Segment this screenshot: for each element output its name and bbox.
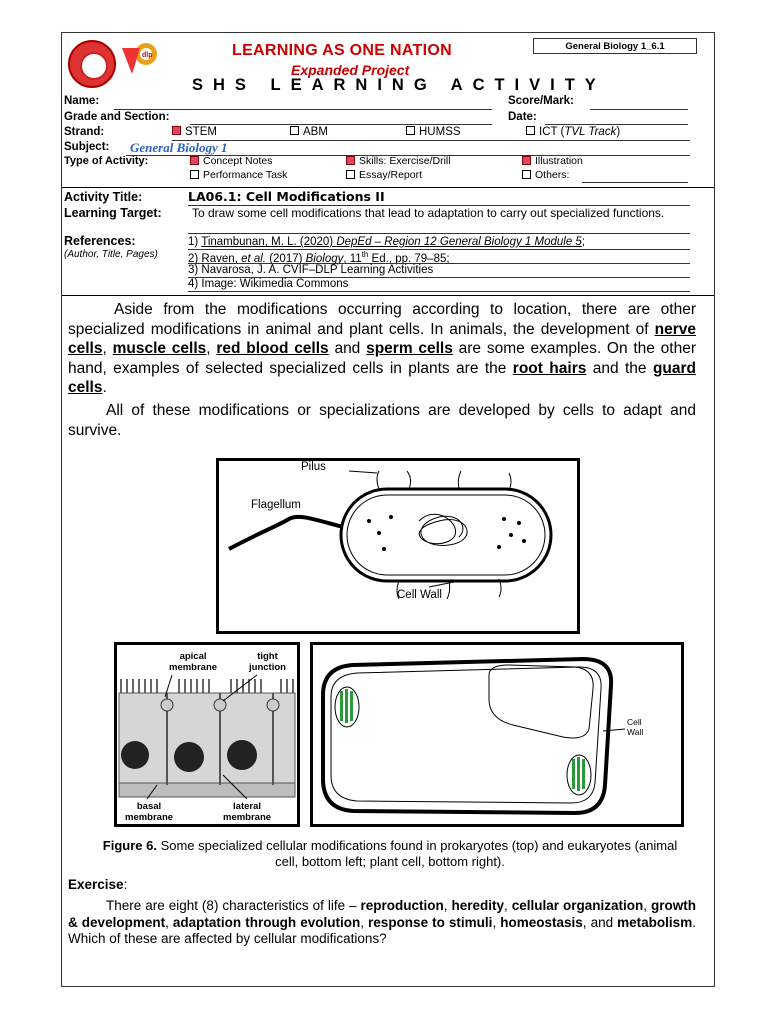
p1-end: . xyxy=(102,379,107,396)
strand-underline xyxy=(172,140,690,141)
sperm-cells: sperm cells xyxy=(366,340,453,357)
basal-membrane-label xyxy=(125,801,173,823)
type-illustration[interactable] xyxy=(522,155,583,167)
cell-wall-label: Cell Wall xyxy=(397,589,442,601)
type-essay-label: Essay/Report xyxy=(359,169,423,181)
ex-sep: , xyxy=(165,914,173,930)
checkbox-checked-icon[interactable] xyxy=(522,156,531,165)
strand-ict-close: ) xyxy=(616,126,621,138)
type-concept-label: Concept Notes xyxy=(203,155,273,167)
others-field[interactable] xyxy=(582,182,688,183)
type-label: Type of Activity: xyxy=(64,155,149,167)
name-field[interactable] xyxy=(114,109,492,110)
apical-membrane-label xyxy=(169,651,217,673)
lateral-membrane-label xyxy=(223,801,271,823)
reference-1[interactable] xyxy=(188,236,585,248)
ex-sep: , and xyxy=(582,914,618,930)
ref2-title: Biology xyxy=(305,252,344,265)
checkbox-checked-icon[interactable] xyxy=(346,156,355,165)
ex-k5: adaptation through evolution xyxy=(172,914,361,930)
root-hairs: root hairs xyxy=(512,359,587,377)
learning-target-label: Learning Target: xyxy=(64,206,162,220)
p1-text-2: are some examples. On the other hand, examples of selected specialized cells in plants are the xyxy=(68,340,697,377)
ex-k8: metabolism xyxy=(617,914,693,930)
subject-label: Subject: xyxy=(64,141,110,153)
reference-3: 3) Navarosa, J. A. CVIF–DLP Learning Activities xyxy=(188,264,434,276)
ref-num: 1) xyxy=(188,236,202,248)
junction-text: junction xyxy=(249,662,286,673)
plant-cell-figure xyxy=(310,642,684,827)
strand-abm-label: ABM xyxy=(303,126,328,138)
module-code: General Biology 1_6.1 xyxy=(533,38,697,54)
checkbox-icon[interactable] xyxy=(290,126,299,135)
school-seal-logo xyxy=(68,40,116,88)
p1-comma: , xyxy=(206,340,217,357)
plant-cell-text: Cell xyxy=(627,717,642,727)
lateral-text: lateral xyxy=(233,801,262,812)
checkbox-icon[interactable] xyxy=(190,170,199,179)
strand-label: Strand: xyxy=(64,126,105,138)
target-underline xyxy=(188,233,690,234)
ref2-etal: et al. xyxy=(241,252,266,265)
red-blood-cells: red blood cells xyxy=(216,340,329,357)
page-title: SHS LEARNING ACTIVITY xyxy=(192,76,606,94)
p1-and-2: and the xyxy=(586,359,653,377)
ref-line-1 xyxy=(188,249,690,250)
reference-4: 4) Image: Wikimedia Commons xyxy=(188,278,349,290)
strand-abm[interactable] xyxy=(290,126,328,138)
ref-line-4 xyxy=(188,291,690,292)
divider xyxy=(62,187,714,188)
type-skills-label: Skills: Exercise/Drill xyxy=(359,155,451,167)
score-label: Score/Mark: xyxy=(508,95,574,107)
score-field[interactable] xyxy=(590,109,688,110)
flagellum-label: Flagellum xyxy=(251,499,301,511)
ex-k2: heredity xyxy=(451,898,505,913)
ref2-year: (2017) xyxy=(266,252,306,265)
grade-field[interactable] xyxy=(190,124,492,125)
exercise-label: Exercise xyxy=(68,877,124,892)
ex-sep: , xyxy=(360,914,369,930)
checkbox-icon[interactable] xyxy=(406,126,415,135)
ex-sep: , xyxy=(643,898,651,913)
exercise-heading xyxy=(68,877,127,892)
references-label: References: xyxy=(64,234,136,248)
ref2-th: th xyxy=(361,250,369,259)
ref2-ed: , 11 xyxy=(343,252,362,265)
strand-humss-label: HUMSS xyxy=(419,126,461,138)
p1-text: Aside from the modifications occurring according to location, there are other specialized modifications in animal and plant cells. In animals, the development of xyxy=(68,301,696,338)
ex-text: There are eight (8) characteristics of life – xyxy=(106,898,361,913)
p1-comma: , xyxy=(102,340,113,357)
p1-and: and xyxy=(328,340,367,357)
lateral-membrane-text: membrane xyxy=(223,812,272,823)
ref1-end: ; xyxy=(581,236,586,248)
type-essay[interactable] xyxy=(346,169,422,181)
type-others-label: Others: xyxy=(535,169,570,181)
svg-text:dlp: dlp xyxy=(142,52,153,59)
date-field[interactable] xyxy=(545,124,688,125)
caption-text: Some specialized cellular modifications found in prokaryotes (top) and eukaryotes (animal cell, bottom left; plant cell, bottom right). xyxy=(156,838,678,869)
strand-ict-track: TVL Track xyxy=(564,126,617,138)
nerve-cells: nerve cells xyxy=(68,320,696,357)
name-label: Name: xyxy=(64,95,100,107)
apical-text: apical xyxy=(179,651,207,662)
type-concept[interactable] xyxy=(190,155,272,167)
caption-label: Figure 6. xyxy=(102,838,157,853)
bacterium-figure xyxy=(216,458,580,634)
checkbox-checked-icon[interactable] xyxy=(172,126,181,135)
plant-wall-text: Wall xyxy=(627,727,644,737)
basal-membrane-text: membrane xyxy=(125,812,174,823)
exercise-text xyxy=(68,898,696,948)
type-performance-label: Performance Task xyxy=(203,169,288,181)
animal-cell-figure xyxy=(114,642,300,827)
ref1-title: DepEd – Region 12 General Biology 1 Module 5 xyxy=(336,236,582,248)
paragraph-2: All of these modifications or specializations are developed by cells to adapt and survive. xyxy=(68,402,696,439)
ex-sep: , xyxy=(443,898,452,913)
ex-k1: reproduction xyxy=(360,898,444,913)
ref-num: 2) xyxy=(188,252,202,265)
apical-membrane-text: membrane xyxy=(169,662,218,673)
strand-humss[interactable] xyxy=(406,126,461,138)
figure-caption xyxy=(100,838,680,870)
strand-ict[interactable] xyxy=(526,126,620,138)
checkbox-icon[interactable] xyxy=(346,170,355,179)
ex-k6: response to stimuli xyxy=(368,914,493,930)
pilus-label: Pilus xyxy=(301,461,326,473)
bacterium-illustration xyxy=(219,461,577,631)
ex-k7: homeostasis xyxy=(500,914,583,930)
ref2-author: Raven, xyxy=(201,252,242,265)
ex-k3: cellular organization xyxy=(511,898,644,913)
type-others[interactable] xyxy=(522,169,569,181)
ex-sep: , xyxy=(492,914,501,930)
checkbox-icon[interactable] xyxy=(522,170,531,179)
ex-text-2: . Which of these are affected by cellular modifications? xyxy=(68,914,696,946)
paragraph-1 xyxy=(68,300,696,398)
references-sub: (Author, Title, Pages) xyxy=(64,249,158,260)
strand-ict-label: ICT ( xyxy=(539,126,565,138)
dlp-logo xyxy=(120,40,160,80)
plant-cell-wall-label xyxy=(627,717,643,737)
type-performance[interactable] xyxy=(190,169,287,181)
strand-stem[interactable] xyxy=(172,126,217,138)
expanded-project: Expanded Project xyxy=(291,62,410,78)
type-skills[interactable] xyxy=(346,155,451,167)
tight-text: tight xyxy=(257,651,278,662)
checkbox-checked-icon[interactable] xyxy=(190,156,199,165)
ref1-author: Tinambunan, M. L. (2020) xyxy=(201,236,337,248)
ex-k4: growth & development xyxy=(68,898,696,930)
grade-label: Grade and Section: xyxy=(64,111,170,123)
ref-line-3 xyxy=(188,277,690,278)
activity-title-label: Activity Title: xyxy=(64,190,143,204)
exercise-colon: : xyxy=(123,877,128,892)
ref2-end: Ed., pp. 79–85; xyxy=(368,252,450,265)
date-label: Date: xyxy=(508,111,537,123)
basal-text: basal xyxy=(136,801,162,812)
divider xyxy=(62,295,714,296)
tight-junction-label xyxy=(249,651,286,673)
subject-value: General Biology 1 xyxy=(130,140,228,155)
guard-cells: guard cells xyxy=(68,359,697,396)
checkbox-icon[interactable] xyxy=(526,126,535,135)
type-illustration-label: Illustration xyxy=(535,155,583,167)
strand-stem-label: STEM xyxy=(185,126,217,138)
muscle-cells: muscle cells xyxy=(112,340,207,357)
ref-line-2 xyxy=(188,263,690,264)
nation-title: LEARNING AS ONE NATION xyxy=(232,42,452,59)
activity-title: LA06.1: Cell Modifications II xyxy=(188,189,385,204)
plant-cell-illustration xyxy=(313,645,681,824)
ex-sep: , xyxy=(504,898,512,913)
learning-target: To draw some cell modifications that lead to adaptation to carry out specialized functions. xyxy=(192,206,665,220)
